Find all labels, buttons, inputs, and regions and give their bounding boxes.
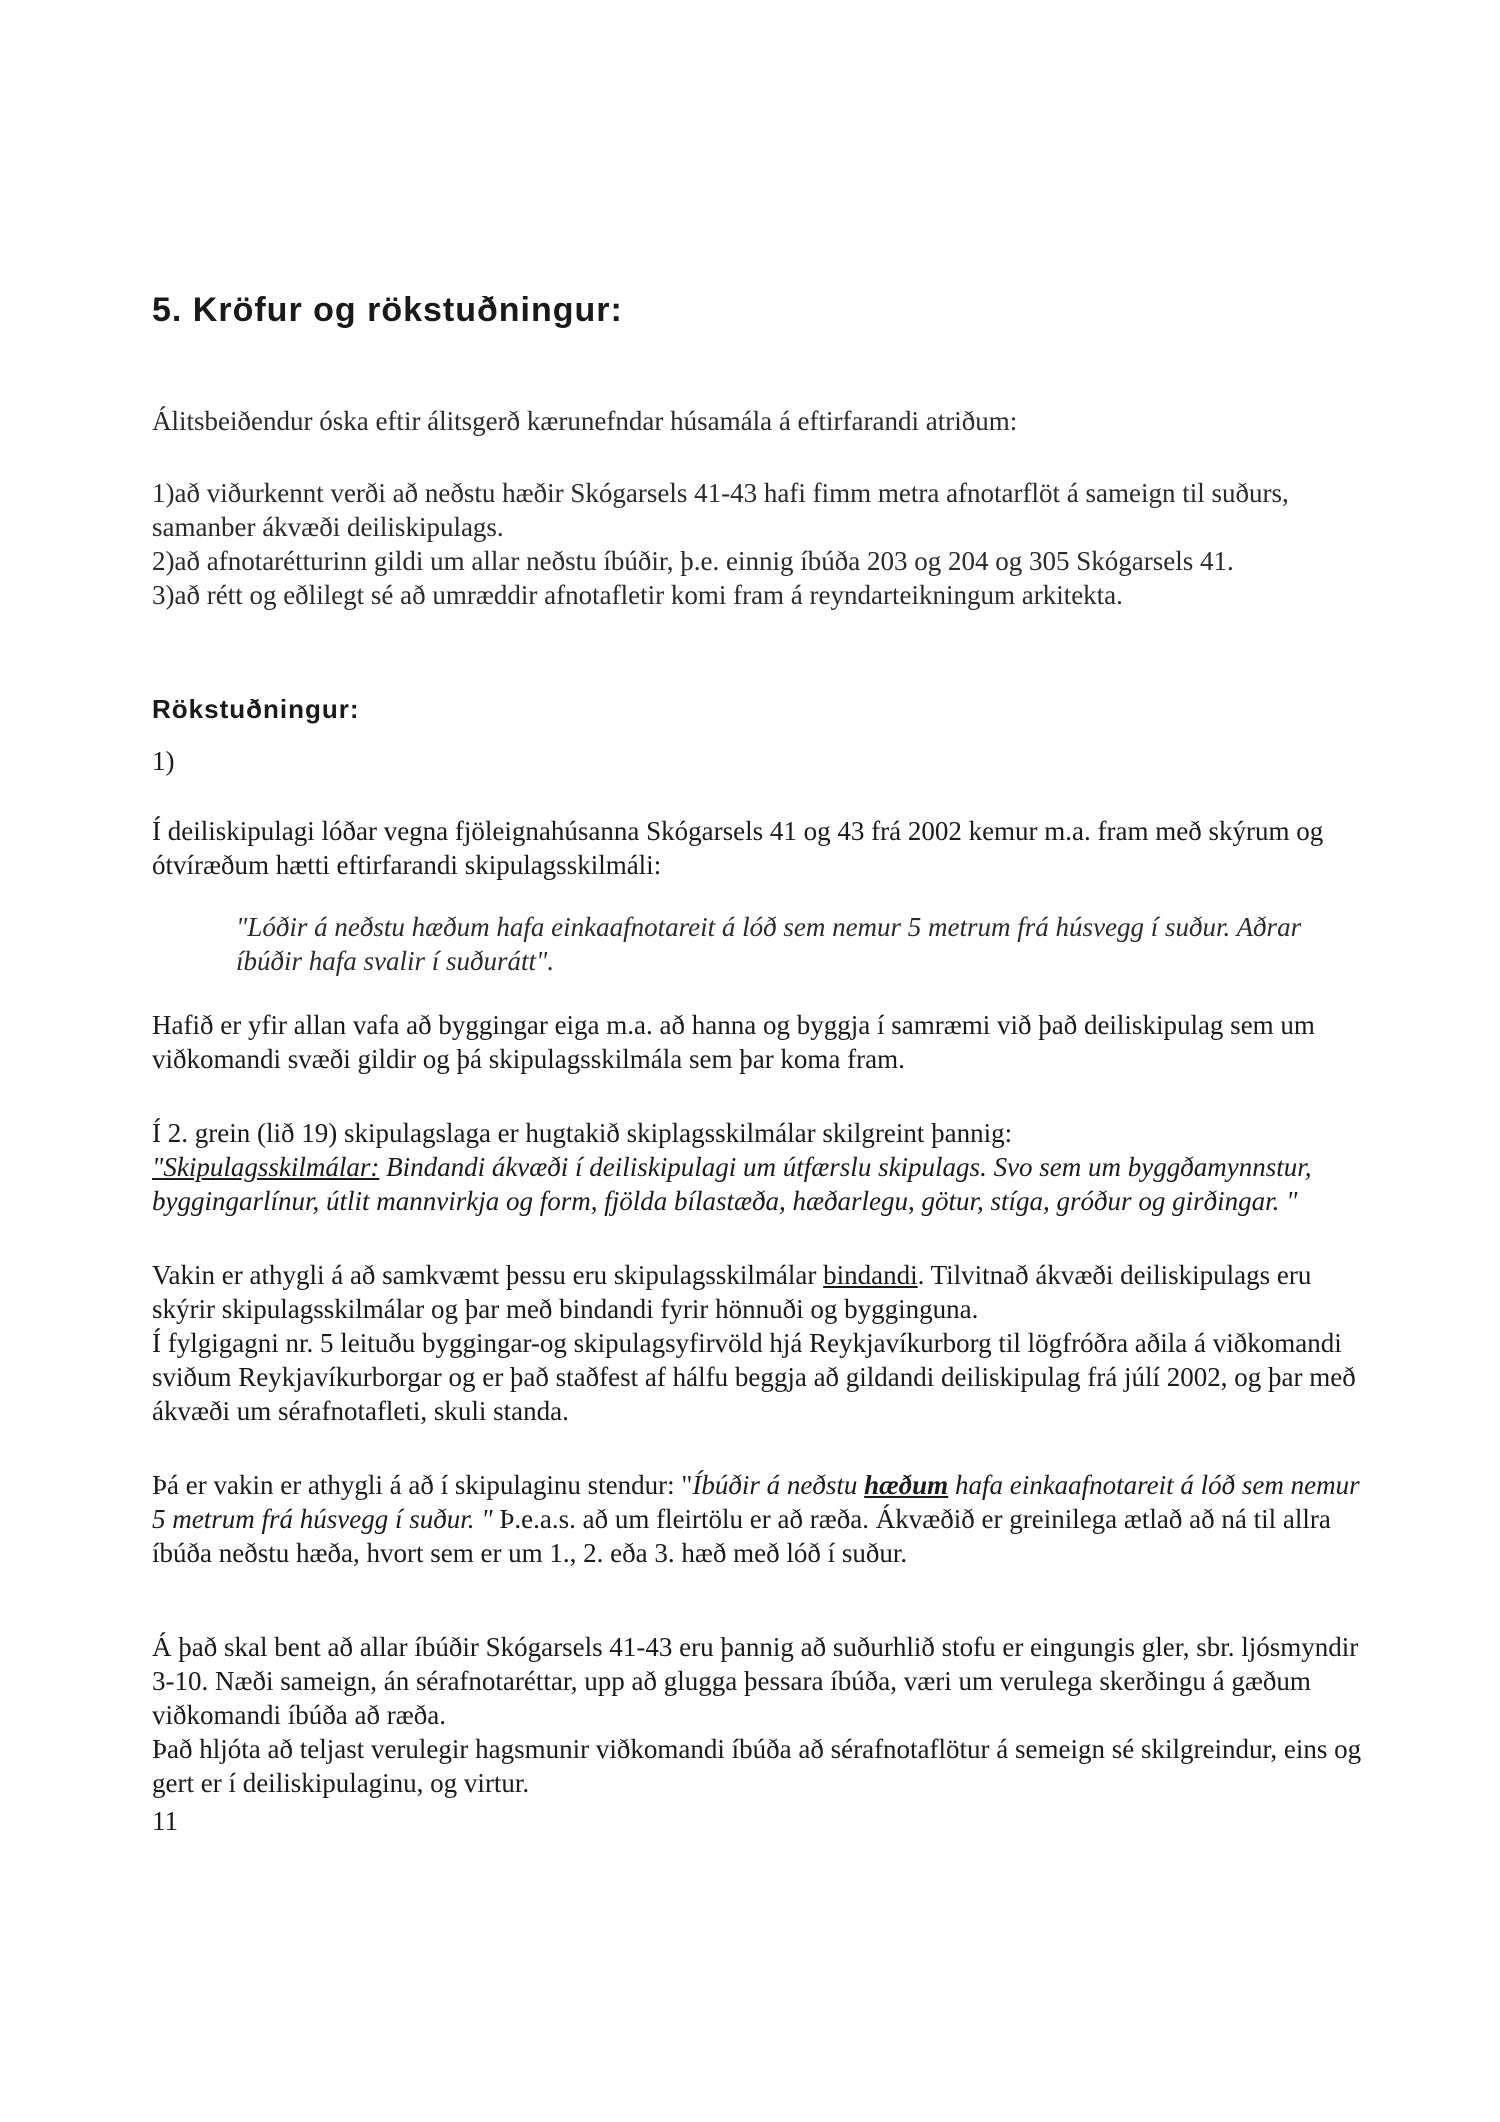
paragraph-deiliskipulag: Í deiliskipulagi lóðar vegna fjöleignahúsanna Skógarsels 41 og 43 frá 2002 kemur m.a. fram með skýrum og ótvíræðum hætti eftirfarandi skipulagsskilmáli: [152,816,1324,880]
definition-term: "Skipulagsskilmálar: [152,1152,380,1182]
section-heading: 5. Kröfur og rökstuðningur: [152,291,623,329]
haedum-quote-b: hafa einkaafnotareit á lóð sem nemur 5 metrum frá húsvegg í suður. " [152,1470,1360,1534]
quoted-provision: "Lóðir á neðstu hæðum hafa einkaafnotareit á lóð sem nemur 5 metrum frá húsvegg í suður. Aðrar íbúðir hafa svalir í suðurátt". [236,912,1302,976]
haedum-emphasis: hæðum [864,1470,949,1500]
haedum-lead: Þá er vakin er athygli á að í skipulaginu stendur: " [152,1470,693,1500]
claims-list [152,476,1362,612]
bindandi-text-b: . Tilvitnað ákvæði deiliskipulags eru skýrir skipulagsskilmálar og þar með bindandi fyrir hönnuði og bygginguna. [152,1260,1312,1324]
paragraph-hagsmunir: Það hljóta að teljast verulegir hagsmunir viðkomandi íbúða að sérafnotaflötur á semeign sé skilgreindur, eins og gert er í deiliskipulaginu, og virtur. [152,1734,1362,1798]
claim-2: 2)að afnotarétturinn gildi um allar neðstu íbúðir, þ.e. einnig íbúða 203 og 204 og 305 Skógarsels 41. [152,546,1234,576]
definition-intro: Í 2. grein (lið 19) skipulagslaga er hugtakið skiplagsskilmálar skilgreint þannig: [152,1118,1013,1148]
bindandi-text-a: Vakin er athygli á að samkvæmt þessu eru skipulagsskilmálar [152,1260,824,1290]
point-number: 1) [152,746,175,776]
fylgigagn-text: Í fylgigagni nr. 5 leituðu byggingar-og skipulagsyfirvöld hjá Reykjavíkurborg til lögfróðra aðila á viðkomandi sviðum Reykjavíkurborgar og er það staðfest af hálfu beggja að gildandi deiliskipulag frá júlí 2002, og þar með ákvæði um sérafnotafleti, skuli standa. [152,1328,1356,1426]
claim-1: 1)að viðurkennt verði að neðstu hæðir Skógarsels 41-43 hafi fimm metra afnotarflöt á sameign til suðurs, samanber ákvæði deiliskipulags. [152,478,1289,542]
paragraph-bindandi [152,1258,1362,1428]
paragraph-haedum [152,1468,1362,1570]
paragraph-hafid: Hafið er yfir allan vafa að byggingar eiga m.a. að hanna og byggja í samræmi við það deiliskipulag sem um viðkomandi svæði gildir og þá skipulagsskilmála sem þar koma fram. [152,1010,1315,1074]
bindandi-emphasis: bindandi [823,1260,918,1290]
paragraph-definition [152,1116,1362,1218]
haedum-quote-a: Íbúðir á neðstu [692,1470,865,1500]
paragraph-gler: Á það skal bent að allar íbúðir Skógarsels 41-43 eru þannig að suðurhlið stofu er eingungis gler, sbr. ljósmyndir 3-10. Næði sameign, án sérafnotaréttar, upp að glugga þessara íbúða, væri um verulega skerðingu á gæðum viðkomandi íbúða að ræða. [152,1632,1359,1730]
haedum-explanation: Þ.e.a.s. að um fleirtölu er að ræða. Ákvæðið er greinilega ætlað að ná til allra íbúða neðstu hæða, hvort sem er um 1., 2. eða 3. hæð með lóð í suður. [152,1504,1331,1568]
intro-paragraph: Álitsbeiðendur óska eftir álitsgerð kærunefndar húsamála á eftirfarandi atriðum: [152,406,1018,436]
page-number: 11 [152,1806,178,1836]
page-content [152,290,1362,1838]
definition-text: Bindandi ákvæði í deiliskipulagi um útfærslu skipulags. Svo sem um byggðamynnstur, byggingarlínur, útlit mannvirkja og form, fjölda bílastæða, hæðarlegu, götur, stíga, gróður og girðingar. " [152,1152,1312,1216]
claim-3: 3)að rétt og eðlilegt sé að umræddir afnotafletir komi fram á reyndarteikningum arkitekta. [152,580,1123,610]
reasoning-heading: Rökstuðningur: [152,694,360,724]
